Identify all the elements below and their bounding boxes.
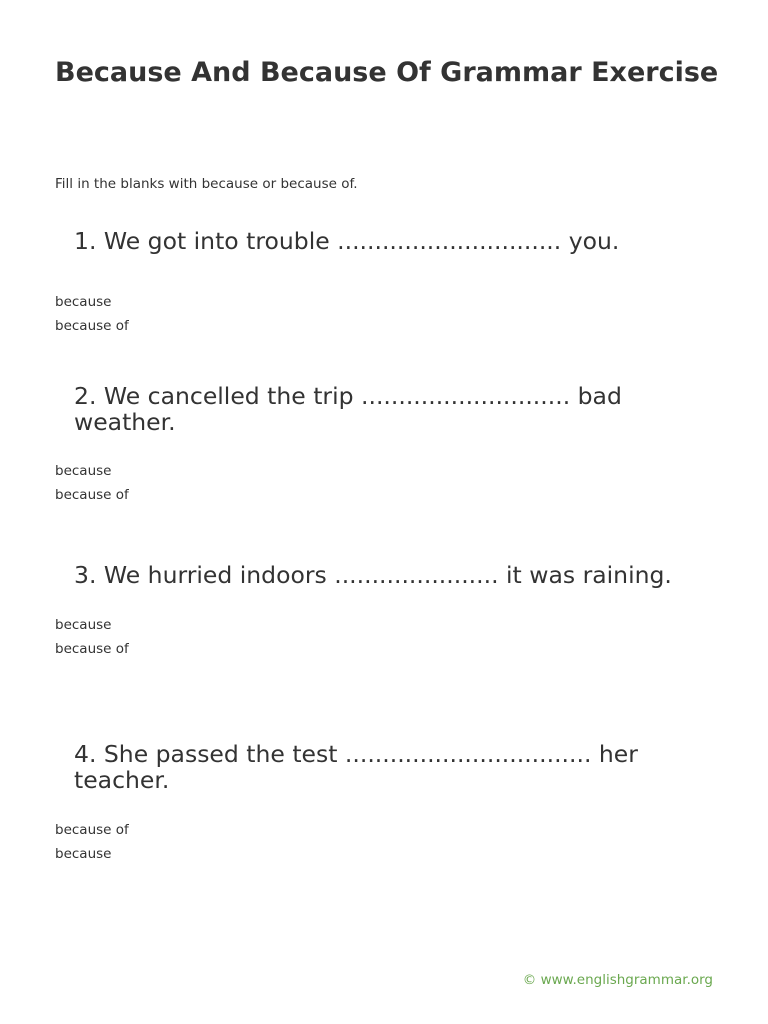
option-list	[55, 459, 695, 507]
option-list	[55, 613, 695, 661]
question-text: 1. We got into trouble .............................. you.	[74, 227, 620, 255]
question-1	[55, 228, 695, 338]
option-because-of[interactable]: because of	[55, 822, 129, 838]
page-title: Because And Because Of Grammar Exercise	[55, 57, 719, 88]
option-because[interactable]: because	[55, 846, 112, 862]
option-because-of[interactable]: because of	[55, 318, 129, 334]
question-2	[55, 383, 695, 507]
question-3	[55, 562, 695, 661]
option-because-of[interactable]: because of	[55, 641, 129, 657]
option-because[interactable]: because	[55, 294, 112, 310]
option-because[interactable]: because	[55, 617, 112, 633]
option-because-of[interactable]: because of	[55, 487, 129, 503]
question-text: 3. We hurried indoors ...................... it was raining.	[74, 561, 672, 589]
instructions-text: Fill in the blanks with because or because of.	[55, 176, 358, 192]
question-text: 2. We cancelled the trip ............................ bad weather.	[74, 382, 622, 436]
question-4	[55, 741, 695, 866]
option-list	[55, 290, 695, 338]
option-because[interactable]: because	[55, 463, 112, 479]
option-list	[55, 818, 695, 866]
question-text: 4. She passed the test ................................. her teacher.	[74, 740, 638, 794]
footer-copyright-link[interactable]: © www.englishgrammar.org	[522, 972, 713, 988]
